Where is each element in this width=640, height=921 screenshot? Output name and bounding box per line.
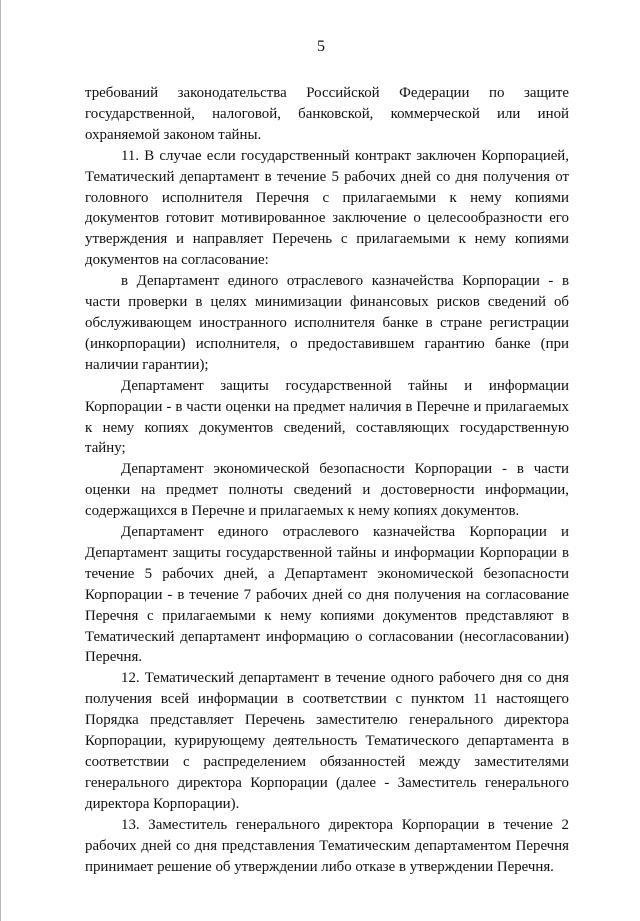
paragraph-economic-security-department: Департамент экономической безопасности Корпорации - в части оценки на предмет полноты сведений и достоверности информации, содержащихся в Перечне и прилагаемых к нему копиях документов.: [85, 461, 569, 520]
document-body: [85, 83, 569, 877]
paragraph-item-13: 13. Заместитель генерального директора Корпорации в течение 2 рабочих дней со дня представления Тематическим департаментом Перечня принимает решение об утверждении либо отказе в утверждении Перечня.: [85, 816, 569, 875]
paragraph-item-11: 11. В случае если государственный контракт заключен Корпорацией, Тематический департамент в течение 5 рабочих дней со дня получения от головного исполнителя Перечня с прилагаемыми к нему копиями документов готовит мотивированное заключение о целесообразности его утверждения и направляет Перечень с прилагаемыми к нему копиями документов на согласование:: [85, 147, 569, 269]
paragraph-continuation: требований законодательства Российской Федерации по защите государственной, налоговой, банковской, коммерческой или иной охраняемой законом тайны.: [85, 85, 569, 143]
paragraph-treasury-department: в Департамент единого отраслевого казначейства Корпорации - в части проверки в целях минимизации финансовых рисков сведений об обслуживающем иностранного исполнителя банке в стране регистрации (инкорпорации) исполнителя, о предоставившем гарантию банке (при наличии гарантии);: [85, 273, 569, 373]
paragraph-approval-terms: Департамент единого отраслевого казначейства Корпорации и Департамент защиты государственной тайны и информации Корпорации в течение 5 рабочих дней, а Департамент экономической безопасности Корпорации - в течение 7 рабочих дней со дня получения на согласование Перечня с прилагаемыми к нему копиями документов представляют в Тематический департамент информацию о согласовании (несогласовании) Перечня.: [85, 524, 569, 666]
page-number: 5: [317, 38, 325, 55]
paragraph-state-secret-department: Департамент защиты государственной тайны и информации Корпорации - в части оценки на предмет наличия в Перечне и прилагаемых к нему копиях документов сведений, составляющих государственную тайну;: [85, 377, 569, 457]
paragraph-item-12: 12. Тематический департамент в течение одного рабочего дня со дня получения всей информации в соответствии с пунктом 11 настоящего Порядка представляет Перечень заместителю генерального директора Корпорации, курирующему деятельность Тематического департамента в соответствии с распределением обязанностей между заместителями генерального директора Корпорации (далее - Заместитель генерального директора Корпорации).: [85, 670, 569, 812]
